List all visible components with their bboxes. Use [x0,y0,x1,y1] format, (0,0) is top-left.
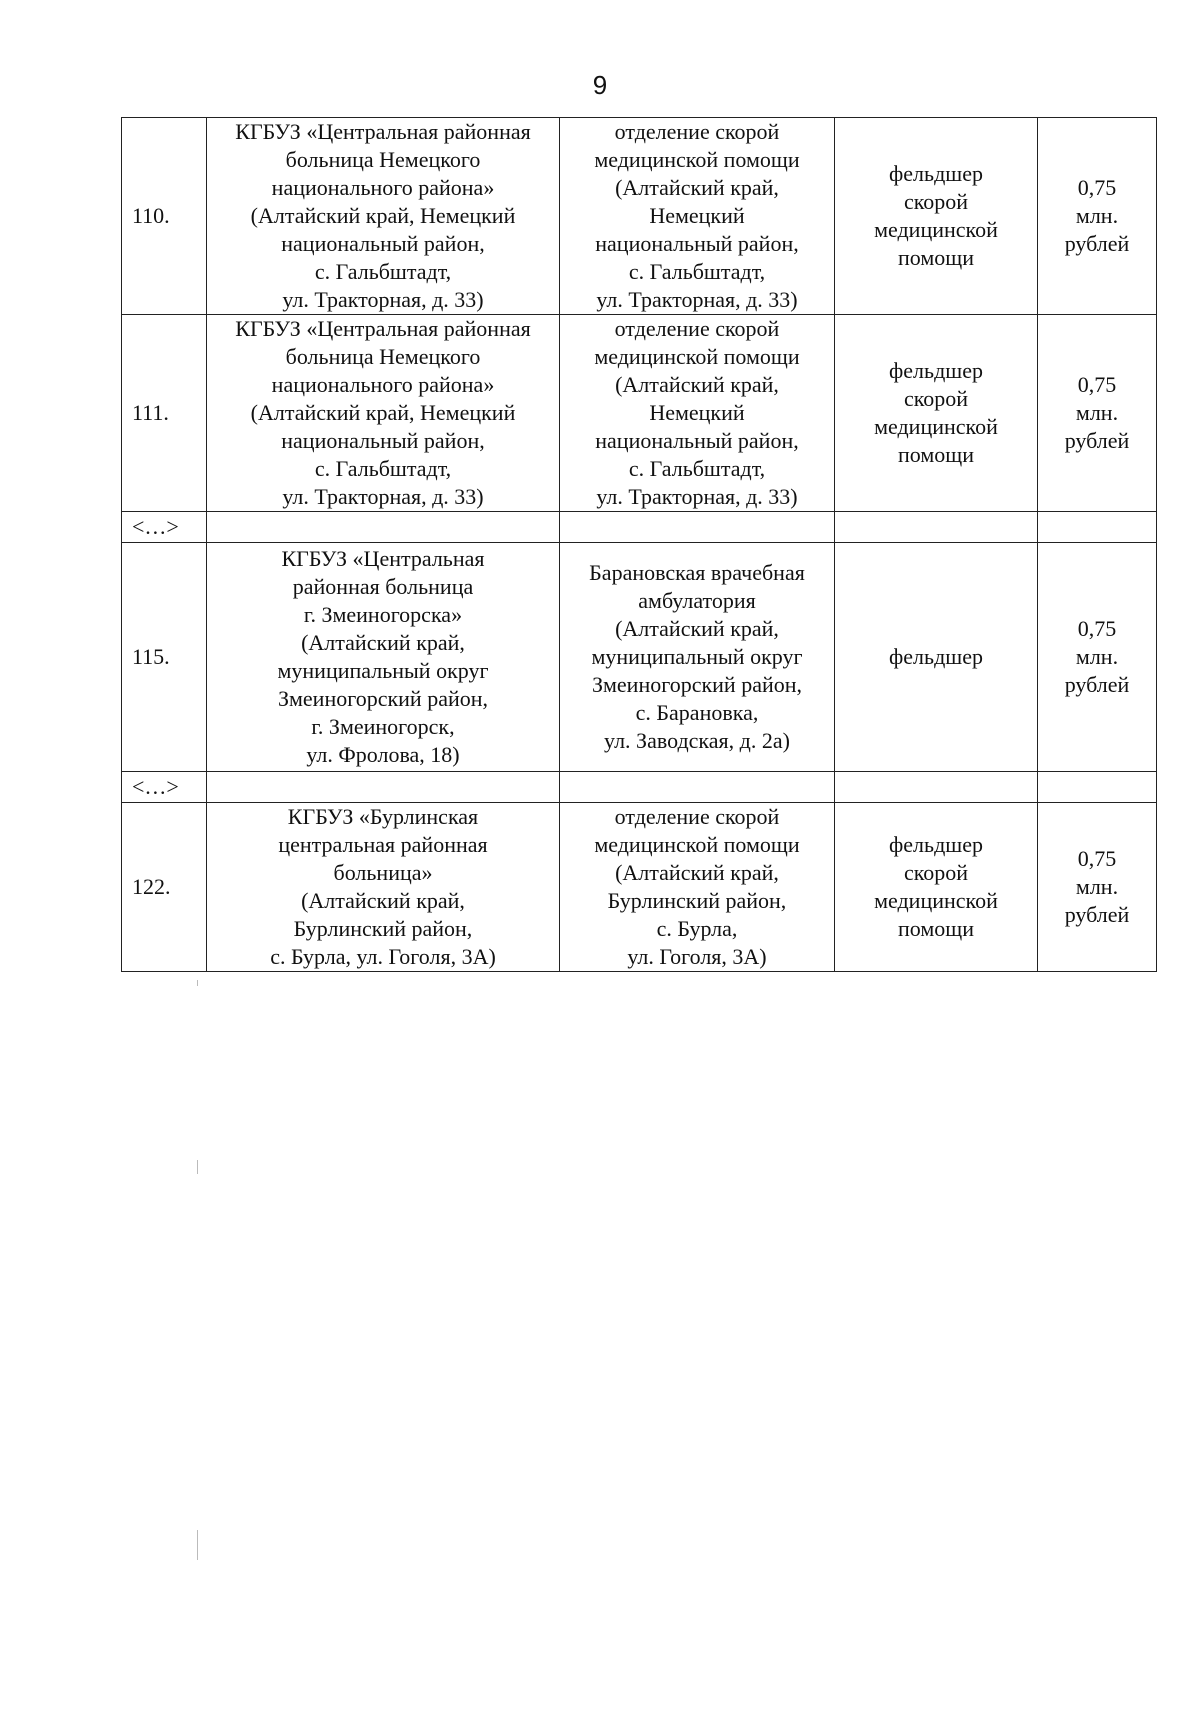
institution-cell [207,772,560,803]
amount-cell [1038,772,1157,803]
table-row [122,315,1157,512]
scan-artifact [197,1530,198,1560]
vacancy-table [121,117,1157,972]
department-cell: Барановская врачебная амбулатория (Алтайский край, муниципальный округ Змеиногорский район, с. Барановка, ул. Заводская, д. 2а) [560,543,835,772]
amount-cell: 0,75 млн. рублей [1038,315,1157,512]
row-number: 110. [122,118,207,315]
table-row [122,803,1157,972]
department-cell: отделение скорой медицинской помощи (Алтайский край, Бурлинский район, с. Бурла, ул. Гоголя, 3А) [560,803,835,972]
department-cell: отделение скорой медицинской помощи (Алтайский край, Немецкий национальный район, с. Гальбштадт, ул. Тракторная, д. 33) [560,118,835,315]
position-cell [835,512,1038,543]
row-number: 111. [122,315,207,512]
page-number: 9 [592,70,608,100]
table-row-omitted [122,512,1157,543]
institution-cell: КГБУЗ «Центральная районная больница г. Змеиногорска» (Алтайский край, муниципальный округ Змеиногорский район, г. Змеиногорск, ул. Фролова, 18) [207,543,560,772]
institution-cell: КГБУЗ «Центральная районная больница Немецкого национального района» (Алтайский край, Немецкий национальный район, с. Гальбштадт, ул. Тракторная, д. 33) [207,315,560,512]
amount-cell: 0,75 млн. рублей [1038,803,1157,972]
amount-cell: 0,75 млн. рублей [1038,543,1157,772]
omission-marker: <…> [122,772,207,803]
position-cell: фельдшер скорой медицинской помощи [835,315,1038,512]
table-row [122,118,1157,315]
omission-marker: <…> [122,512,207,543]
scan-artifact [197,980,198,986]
row-number: 122. [122,803,207,972]
row-number: 115. [122,543,207,772]
position-cell: фельдшер скорой медицинской помощи [835,803,1038,972]
amount-cell: 0,75 млн. рублей [1038,118,1157,315]
position-cell: фельдшер [835,543,1038,772]
institution-cell: КГБУЗ «Бурлинская центральная районная больница» (Алтайский край, Бурлинский район, с. Бурла, ул. Гоголя, 3А) [207,803,560,972]
department-cell [560,772,835,803]
table-row-omitted [122,772,1157,803]
position-cell: фельдшер скорой медицинской помощи [835,118,1038,315]
scan-artifact [197,1160,198,1174]
institution-cell: КГБУЗ «Центральная районная больница Немецкого национального района» (Алтайский край, Немецкий национальный район, с. Гальбштадт, ул. Тракторная, д. 33) [207,118,560,315]
table-row [122,543,1157,772]
department-cell [560,512,835,543]
department-cell: отделение скорой медицинской помощи (Алтайский край, Немецкий национальный район, с. Гальбштадт, ул. Тракторная, д. 33) [560,315,835,512]
position-cell [835,772,1038,803]
amount-cell [1038,512,1157,543]
institution-cell [207,512,560,543]
